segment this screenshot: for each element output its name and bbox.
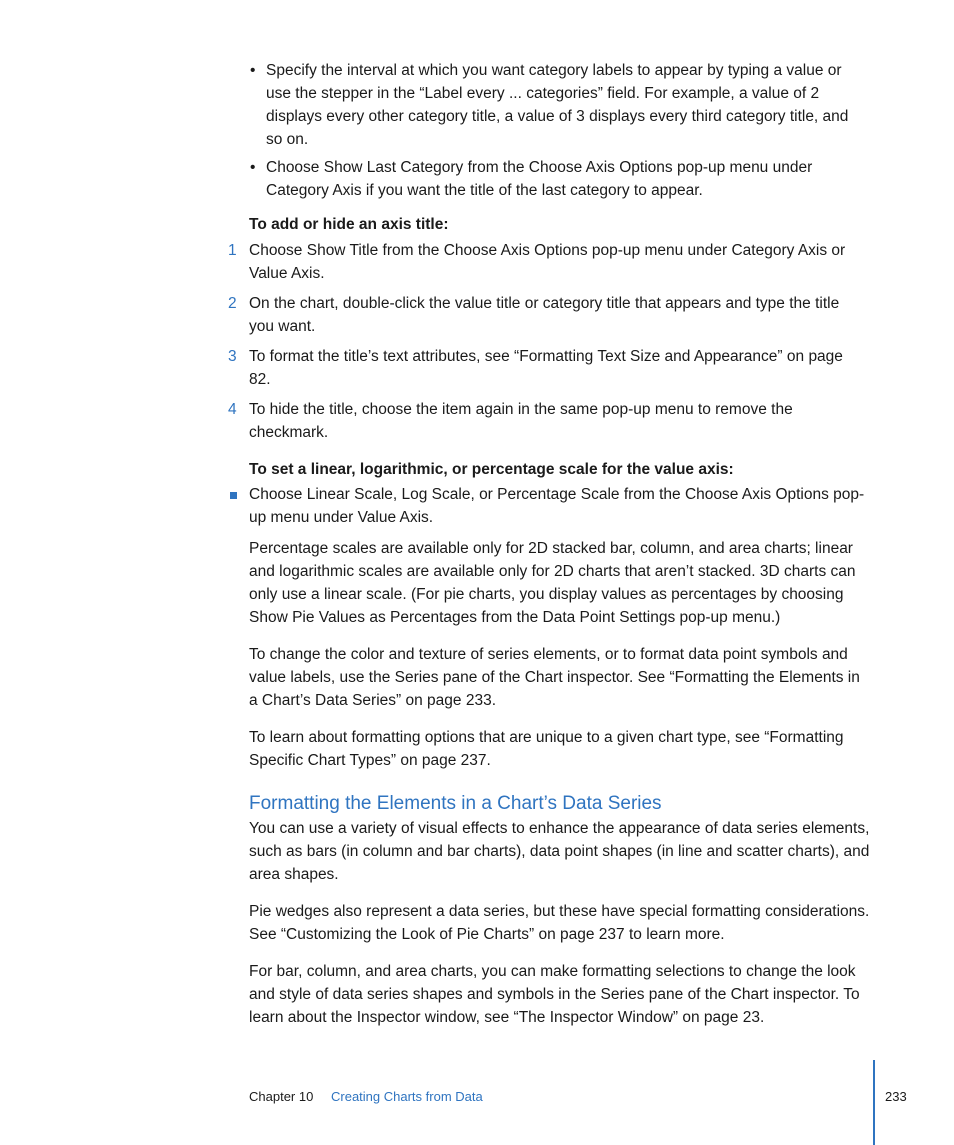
footer-divider [873, 1060, 875, 1145]
page-number: 233 [885, 1089, 907, 1104]
step-item [226, 398, 866, 444]
square-bullet-icon [230, 492, 237, 499]
paragraph-chart-types: To learn about formatting options that are unique to a given chart type, see “Formatting Specific Chart Types” on page 237. [249, 729, 844, 769]
bullet-symbol: • [250, 62, 256, 79]
task-heading-scale: To set a linear, logarithmic, or percentage scale for the value axis: [249, 461, 734, 478]
bullet-symbol: • [250, 159, 256, 176]
step-text: On the chart, double-click the value title or category title that appears and type the title you want. [249, 295, 840, 335]
step-item [226, 345, 866, 391]
paragraph-bar-column-area: For bar, column, and area charts, you can make formatting selections to change the look and style of data series shapes and symbols in the Series pane of the Chart inspector. To learn about the Inspector window, see “The Inspector Window” on page 23. [249, 963, 860, 1026]
task-heading-axis-title: To add or hide an axis title: [249, 216, 449, 233]
paragraph-pie-wedges: Pie wedges also represent a data series, but these have special formatting considerations. See “Customizing the Look of Pie Charts” on page 237 to learn more. [249, 903, 870, 943]
steps-list [226, 239, 866, 451]
step-item [226, 239, 866, 285]
section-title: Formatting the Elements in a Chart’s Data Series [249, 793, 662, 814]
step-text: To hide the title, choose the item again in the same pop-up menu to remove the checkmark. [249, 401, 793, 441]
step-text: Choose Show Title from the Choose Axis Options pop-up menu under Category Axis or Value Axis. [249, 242, 846, 282]
bullet-text: Specify the interval at which you want category labels to appear by typing a value or use the stepper in the “Label every ... categories” field. For example, a value of 2 displays every other category title, a value of 3 displays every third category title, and so on. [266, 62, 849, 148]
step-number: 2 [228, 295, 237, 312]
step-number: 3 [228, 348, 237, 365]
footer-chapter-title: Creating Charts from Data [331, 1089, 483, 1104]
bullet-item [248, 156, 864, 202]
single-step-item [226, 483, 876, 529]
paragraph-visual-effects: You can use a variety of visual effects to enhance the appearance of data series elements, such as bars (in column and bar charts), data point shapes (in line and scatter charts), and area shapes. [249, 820, 870, 883]
paragraph-series-pane: To change the color and texture of series elements, or to format data point symbols and value labels, use the Series pane of the Chart inspector. See “Formatting the Elements in a Chart’s Data Series” on page 233. [249, 646, 860, 709]
paragraph-scales: Percentage scales are available only for 2D stacked bar, column, and area charts; linear and logarithmic scales are available only for 2D charts that aren’t stacked. 3D charts can only use a linear scale. (For pie charts, you display values as percentages by choosing Show Pie Values as Percentages from the Data Point Settings pop-up menu.) [249, 540, 856, 626]
bullet-list [248, 59, 864, 207]
step-text: To format the title’s text attributes, see “Formatting Text Size and Appearance” on page 82. [249, 348, 843, 388]
step-number: 1 [228, 242, 237, 259]
footer-chapter-label: Chapter 10 [249, 1089, 314, 1104]
single-step-text: Choose Linear Scale, Log Scale, or Percentage Scale from the Choose Axis Options pop-up menu under Value Axis. [249, 486, 865, 526]
bullet-text: Choose Show Last Category from the Choose Axis Options pop-up menu under Category Axis if you want the title of the last category to appear. [266, 159, 813, 199]
step-item [226, 292, 866, 338]
step-number: 4 [228, 401, 237, 418]
bullet-item [248, 59, 864, 151]
